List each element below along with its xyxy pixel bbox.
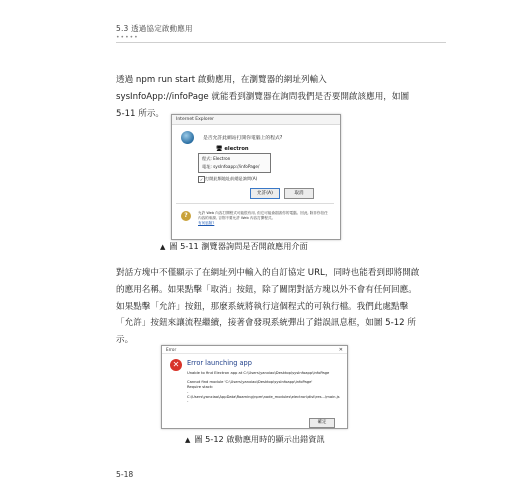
figure-5-11-caption-text: 圖 5-11 瀏覽器詢問是否開啟應用介面	[169, 241, 308, 251]
error-line: -	[187, 399, 189, 404]
close-icon[interactable]: ✕	[338, 347, 343, 353]
caption-triangle-icon: ▲	[185, 436, 191, 444]
ok-button[interactable]: 確定	[309, 418, 335, 428]
figure-5-11-ie-dialog	[171, 114, 341, 240]
globe-icon	[181, 131, 194, 144]
always-ask-checkbox[interactable]: ✓	[199, 177, 204, 182]
error-line: Cannot find module 'C:\Users\yanxiao\Desktop\sysInfoapp\infoPage'	[187, 380, 313, 385]
warning-shield-icon: ?	[181, 211, 191, 221]
error-message	[187, 371, 342, 404]
section-header-dots: •••••	[116, 34, 139, 41]
ie-dialog-warning-text: 允許 Web 內容打開程式可能很有用, 但它可能會損害你的電腦。因此, 除非你信任內容的來源, 否則不要允許 Web 內容打開程式。	[198, 211, 328, 221]
error-icon: ✕	[170, 359, 182, 371]
figure-5-12-error-dialog	[161, 345, 348, 429]
ie-dialog-titlebar: Internet Explorer	[172, 115, 340, 125]
error-dialog-titlebar: Error	[162, 346, 347, 354]
ie-dialog-question: 是否允許此網站打開你電腦上的程式?	[203, 136, 283, 141]
error-line: Require stack:	[187, 385, 214, 390]
figure-5-12-caption-text: 圖 5-12 啟動應用時的顯示出錯資訊	[194, 434, 325, 444]
ie-dialog-warning	[198, 211, 328, 227]
ie-dialog-app-name: 🖥 electron	[216, 146, 249, 152]
risk-link[interactable]: 有何風險?	[198, 221, 215, 226]
header-divider	[116, 42, 446, 43]
error-line: C:\Users\yanxiao\AppData\Roaming\npm\node_modules\electron\dist\res...\main.js	[187, 394, 340, 399]
error-line: -	[187, 389, 189, 394]
ie-dialog-address-line: 電址: sysInfoapp://infoPage/	[202, 164, 260, 169]
error-heading: Error launching app	[187, 359, 252, 367]
paragraph-intro: 透過 npm run start 啟動應用，在瀏覽器的網址列輸入 sysInfoApp://infoPage 就能看到瀏覽器在詢問我們是否要開啟該應用，如圖 5-11 所示。	[116, 75, 410, 119]
caption-triangle-icon: ▲	[160, 243, 166, 251]
figure-5-11-caption	[160, 241, 308, 252]
figure-5-12-caption	[185, 434, 325, 445]
allow-button[interactable]: 允許(A)	[250, 188, 280, 199]
page-number: 5-18	[116, 470, 134, 479]
ie-dialog-separator	[176, 203, 334, 204]
always-ask-label: 打開此類地址前總是詢問(A)	[205, 176, 258, 181]
section-header-title: 5.3 透過協定啟動應用	[116, 24, 193, 33]
ie-dialog-info-box	[198, 153, 271, 173]
paragraph-explanation: 對話方塊中不僅顯示了在網址列中輸入的自訂協定 URL，同時也能看到即將開啟的應用名稱。如果點擊「取消」按鈕，除了關閉對話方塊以外不會有任何回應。如果點擊「允許」按鈕，那麼系統將執行這個程式的可執行檔。我們此處點擊「允許」按鈕來讓流程繼續，接著會發現系統彈出了錯誤訊息框，如圖 5-12 所示。	[116, 268, 420, 346]
cancel-button[interactable]: 取消	[284, 188, 314, 199]
error-line: Unable to find Electron app at C:\Users\yanxiao\Desktop\sysInfoapp\infoPage	[187, 371, 330, 375]
ie-dialog-program-line: 程式: Electron	[202, 156, 231, 161]
